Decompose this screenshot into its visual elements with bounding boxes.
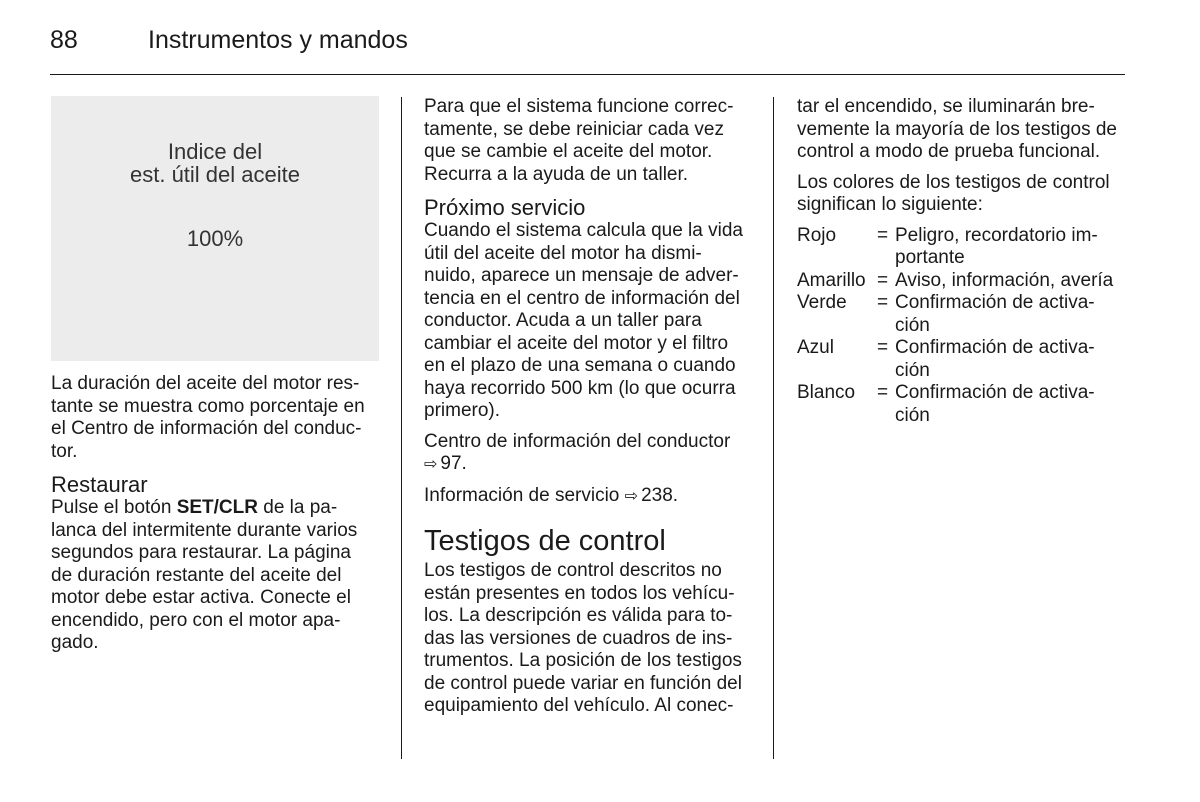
color-meaning-list: [797, 225, 1127, 428]
text-line: Confirmación de activa-: [895, 337, 1095, 358]
text-line: Aviso, información, avería: [895, 269, 1114, 291]
section-heading: Restaurar: [51, 472, 148, 497]
text-line: ción: [895, 359, 930, 381]
text-line: útil del aceite del motor ha dismi-: [424, 242, 702, 264]
text-line: nuido, aparece un mensaje de adver-: [424, 265, 739, 286]
column-2: [424, 96, 756, 726]
color-meaning: [895, 270, 1127, 293]
page-ref: 238.: [641, 484, 679, 506]
text-line: tamente, se debe reiniciar cada vez: [424, 118, 724, 140]
list-item: [797, 337, 1127, 382]
color-meaning: [895, 337, 1127, 382]
color-meaning: [895, 382, 1127, 427]
text-line: das las versiones de cuadros de ins-: [424, 627, 733, 649]
equals-sign: =: [877, 269, 889, 291]
text-line: significan lo siguiente:: [797, 194, 983, 215]
text-line: tante se muestra como porcentaje en: [51, 395, 365, 417]
text-line: Confirmación de activa-: [895, 292, 1095, 313]
text-line: control a modo de prueba funcional.: [797, 141, 1101, 162]
column-3: [797, 96, 1127, 427]
display-value: 100%: [186, 226, 244, 251]
color-name: Amarillo: [797, 269, 866, 291]
color-name: Verde: [797, 292, 847, 313]
paragraph: [797, 172, 1127, 217]
text-line: Confirmación de activa-: [895, 382, 1095, 403]
text-run: Información de servicio: [424, 484, 620, 506]
text-line: ción: [895, 404, 930, 426]
equals-sign: =: [877, 337, 889, 358]
arrow-ref-icon: ⇨: [624, 487, 639, 505]
button-name: SET/CLR: [176, 497, 258, 518]
text-line: Peligro, recordatorio im-: [895, 224, 1098, 246]
display-title-line: est. útil del aceite: [130, 162, 300, 187]
text-line: tencia en el centro de información del: [424, 287, 740, 309]
text-line: trumentos. La posición de los testigos: [424, 650, 742, 671]
paragraph: [51, 497, 383, 655]
text-line: segundos para restaurar. La página: [51, 542, 351, 563]
text-line: conductor. Acuda a un taller para: [424, 310, 702, 331]
paragraph: [51, 373, 383, 463]
text-line: Centro de información del conductor: [424, 430, 731, 452]
column-1: [51, 96, 383, 663]
text-line: lanca del intermitente durante varios: [51, 519, 358, 541]
text-line: cambiar el aceite del motor y el filtro: [424, 332, 729, 354]
equals-sign: =: [877, 382, 889, 403]
color-meaning: [895, 225, 1127, 270]
chapter-heading: Testigos de control: [424, 525, 666, 557]
color-name: Rojo: [797, 224, 837, 246]
text-line: tor.: [51, 440, 78, 462]
paragraph: [797, 96, 1127, 164]
text-line: Recurra a la ayuda de un taller.: [424, 163, 689, 185]
column-divider: [401, 97, 402, 759]
paragraph: [424, 96, 756, 186]
text-run: de la pa-: [257, 497, 338, 518]
paragraph: [424, 220, 756, 423]
color-name: Azul: [797, 337, 834, 358]
header-rule: [50, 74, 1125, 75]
text-line: equipamiento del vehículo. Al conec-: [424, 695, 734, 716]
text-line: haya recorrido 500 km (lo que ocurra: [424, 377, 736, 399]
text-line: están presentes en todos los vehícu-: [424, 582, 735, 604]
text-line: encendido, pero con el motor apa-: [51, 609, 341, 631]
text-line: el Centro de información del conduc-: [51, 418, 362, 439]
section-heading: Próximo servicio: [424, 195, 586, 220]
column-divider: [773, 97, 774, 759]
running-head: Instrumentos y mandos: [148, 26, 408, 54]
list-item: [797, 225, 1127, 270]
text-line: de control puede variar en función del: [424, 672, 742, 694]
equals-sign: =: [877, 224, 889, 246]
list-item: [797, 270, 1127, 293]
page-number: 88: [50, 26, 78, 54]
color-meaning: [895, 292, 1127, 337]
list-item: [797, 382, 1127, 427]
text-line: de duración restante del aceite del: [51, 564, 342, 586]
cross-reference[interactable]: [424, 485, 756, 509]
oil-life-display: [51, 96, 379, 361]
equals-sign: =: [877, 292, 889, 313]
text-line: Para que el sistema funcione correc-: [424, 96, 734, 117]
color-name: Blanco: [797, 382, 856, 403]
arrow-ref-icon: ⇨: [424, 456, 438, 473]
text-line: Los testigos de control descritos no: [424, 560, 722, 581]
text-line: ción: [895, 314, 930, 336]
display-title-line: Indice del: [167, 139, 263, 164]
paragraph: [424, 560, 756, 718]
text-line: motor debe estar activa. Conecte el: [51, 587, 351, 608]
text-line: en el plazo de una semana o cuando: [424, 355, 736, 376]
text-line: Cuando el sistema calcula que la vida: [424, 220, 743, 241]
text-line: primero).: [424, 400, 501, 421]
text-line: Los colores de los testigos de control: [797, 171, 1110, 193]
list-item: [797, 292, 1127, 337]
text-line: gado.: [51, 632, 99, 653]
text-line: que se cambie el aceite del motor.: [424, 141, 713, 162]
page-ref: 97.: [440, 453, 467, 474]
text-line: los. La descripción es válida para to-: [424, 605, 733, 626]
text-line: vemente la mayoría de los testigos de: [797, 118, 1118, 140]
text-line: La duración del aceite del motor res-: [51, 373, 360, 394]
text-line: portante: [895, 247, 965, 268]
text-line: tar el encendido, se iluminarán bre-: [797, 96, 1095, 117]
text-run: Pulse el botón: [51, 497, 177, 518]
cross-reference[interactable]: [424, 431, 756, 477]
